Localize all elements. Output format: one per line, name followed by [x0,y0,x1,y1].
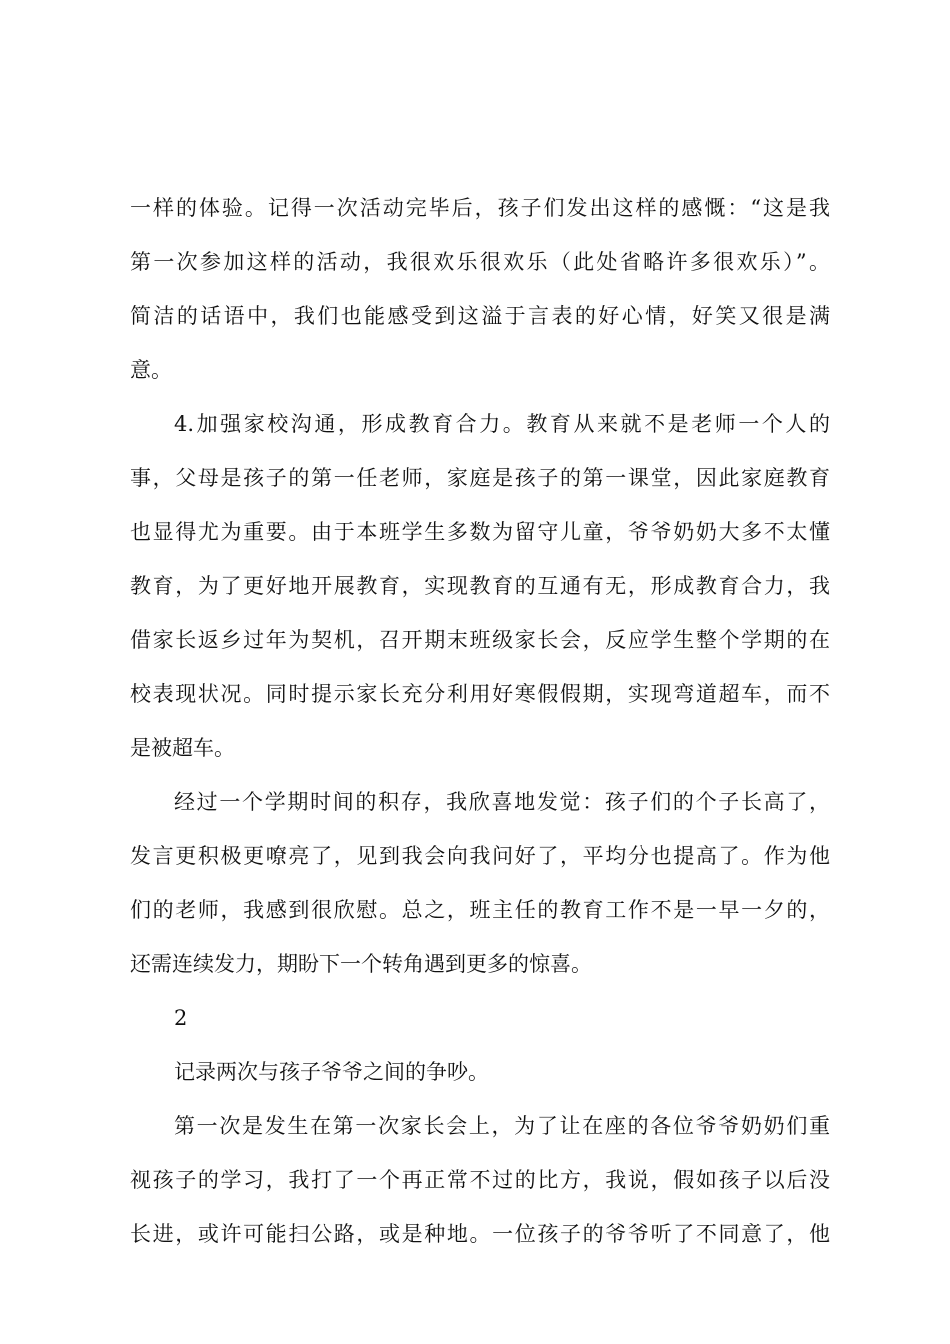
paragraph-line: 教育，为了更好地开展教育，实现教育的互通有无，形成教育合力，我 [130,574,830,598]
paragraph-line: 简洁的话语中，我们也能感受到这溢于言表的好心情，好笑又很是满 [130,304,830,328]
paragraph-line: 记录两次与孩子爷爷之间的争吵。 [174,1060,489,1084]
paragraph-line: 是被超车。 [130,736,235,760]
section-number: 2 [174,1006,188,1030]
paragraph-line: 们的老师，我感到很欣慰。总之，班主任的教育工作不是一早一夕的， [130,898,830,922]
paragraph-line: 意。 [130,358,172,382]
paragraph-line: 一样的体验。记得一次活动完毕后，孩子们发出这样的感慨：“这是我 [130,196,830,220]
paragraph-line: 也显得尤为重要。由于本班学生多数为留守儿童，爷爷奶奶大多不太懂 [130,520,830,544]
paragraph-line: 事，父母是孩子的第一任老师，家庭是孩子的第一课堂，因此家庭教育 [130,466,830,490]
paragraph-line: 借家长返乡过年为契机，召开期末班级家长会，反应学生整个学期的在 [130,628,830,652]
paragraph-line: 发言更积极更嘹亮了，见到我会向我问好了，平均分也提高了。作为他 [130,844,830,868]
paragraph-line: 长进，或许可能扫公路，或是种地。一位孩子的爷爷听了不同意了，他 [130,1222,830,1246]
paragraph-line: 还需连续发力，期盼下一个转角遇到更多的惊喜。 [130,952,592,976]
paragraph-line: 经过一个学期时间的积存，我欣喜地发觉：孩子们的个子长高了， [174,790,830,814]
paragraph-line: 第一次是发生在第一次家长会上，为了让在座的各位爷爷奶奶们重 [174,1114,830,1138]
paragraph-line: 视孩子的学习，我打了一个再正常不过的比方，我说，假如孩子以后没 [130,1168,830,1192]
paragraph-line: 校表现状况。同时提示家长充分利用好寒假假期，实现弯道超车，而不 [130,682,830,706]
paragraph-line: 4.加强家校沟通，形成教育合力。教育从来就不是老师一个人的 [174,412,830,436]
paragraph-line: 第一次参加这样的活动，我很欢乐很欢乐（此处省略许多很欢乐）”。 [130,250,830,274]
